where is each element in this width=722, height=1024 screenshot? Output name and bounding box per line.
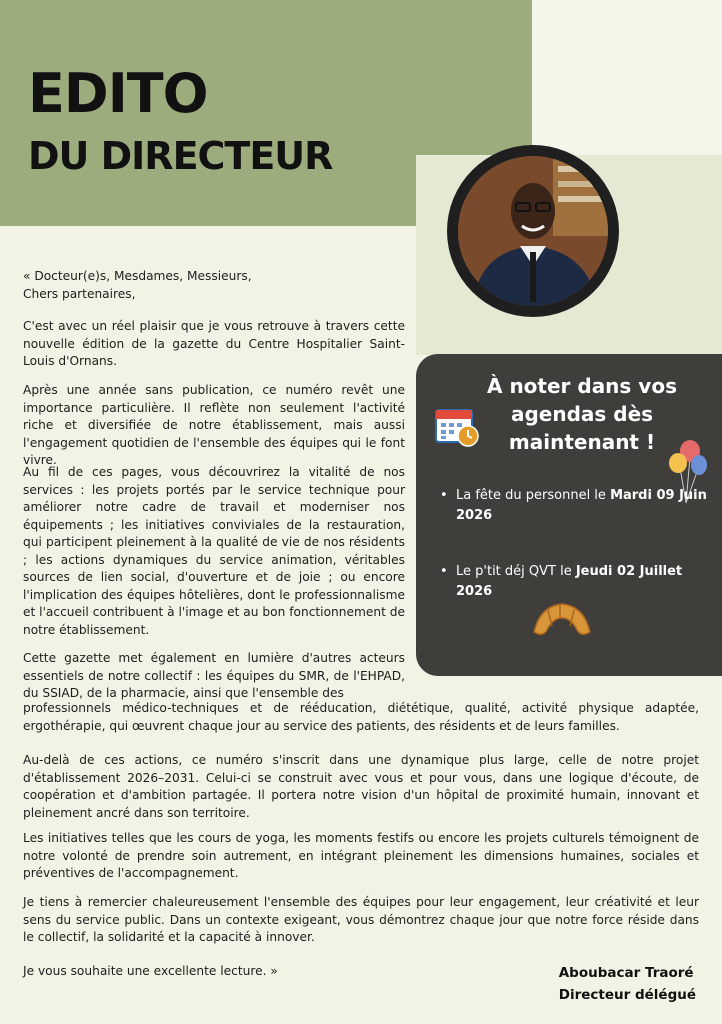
agenda-item: • Le p'tit déj QVT le Jeudi 02 Juillet 2026 (440, 562, 712, 602)
paragraph-closing: Je vous souhaite une excellente lecture. » (23, 964, 278, 978)
signature-name: Aboubacar Traoré (558, 965, 694, 981)
director-photo (447, 145, 619, 317)
paragraph-7: Je tiens à remercier chaleureusement l'ensemble des équipes pour leur engagement, leur créativité et leur sens du service public. Dans un contexte exigeant, vous démontrez chaque jour que notre force réside dans le collectif, la solidarité et la capacité à innover. (23, 895, 699, 944)
page-subtitle: DU DIRECTEUR (28, 134, 333, 178)
paragraph-6: Les initiatives telles que les cours de yoga, les moments festifs ou encore les projets culturels témoignent de notre volonté de prendre soin autrement, en intégrant pleinement les dimensions humaines, sociales et préventives de l'accompagnement. (23, 831, 699, 880)
agenda-box (416, 354, 722, 676)
paragraph-3: Au fil de ces pages, vous découvrirez la vitalité de nos services : les projets portés par le service technique pour améliorer notre cadre de travail et moderniser nos équipements ; les initiatives conviviales de la restauration, qui participent pleinement à la qualité de vie de nos résidents ; les actions dynamiques du service animation, véritables sources de lien social, d'ouverture et de joie ; ou encore l'implication des équipes hôtelières, dont le professionnalisme et l'accueil contribuent à l'image et au bon fonctionnement de notre établissement. (23, 465, 405, 637)
greeting: « Docteur(e)s, Mesdames, Messieurs, Chers partenaires, (23, 269, 252, 301)
page-title: EDITO (28, 62, 208, 125)
agenda-item: • La fête du personnel le Mardi 09 Juin 2026 (440, 486, 712, 526)
portrait-illustration (458, 156, 608, 306)
paragraph-4b: professionnels médico-techniques et de rééducation, diététique, qualité, activité physique adaptée, ergothérapie, qui œuvrent chaque jour au service des patients, des résidents et de leurs familles. (23, 701, 699, 733)
signature (559, 962, 696, 1006)
croissant-icon (530, 598, 594, 644)
paragraph-1: C'est avec un réel plaisir que je vous retrouve à travers cette nouvelle édition de la gazette du Centre Hospitalier Saint-Louis d'Ornans. (23, 319, 405, 368)
paragraph-2: Après une année sans publication, ce numéro revêt une importance particulière. Il reflète non seulement l'activité riche et diversifiée de notre établissement, mais aussi l'engagement quotidien de l'ensemble des équipes qui le font vivre. (23, 383, 405, 467)
paragraph-4a: Cette gazette met également en lumière d'autres acteurs essentiels de notre collectif : les équipes du SMR, de l'EHPAD, du SSIAD, de la pharmacie, ainsi que l'ensemble des (23, 651, 405, 700)
decor-band (532, 0, 722, 155)
agenda-title: À noter dans vos agendas dès maintenant ! (487, 374, 677, 454)
signature-role: Directeur délégué (558, 987, 696, 1003)
paragraph-5: Au-delà de ces actions, ce numéro s'inscrit dans une dynamique plus large, celle de notre projet d'établissement 2026–2031. Celui-ci se construit avec vous et pour vous, dans une logique d'écoute, de coopération et d'ambition partagée. Il portera notre vision d'un hôpital de proximité humain, innovant et pleinement ancré dans son territoire. (23, 753, 699, 820)
calendar-icon (434, 404, 480, 448)
